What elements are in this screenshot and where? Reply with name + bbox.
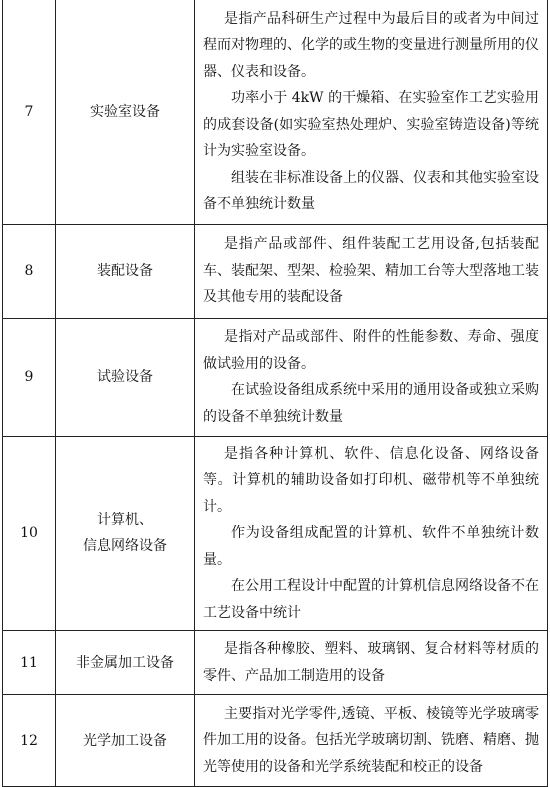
table-row [3, 631, 548, 695]
equipment-table [2, 0, 548, 787]
table-row [3, 436, 548, 631]
row-number: 7 [3, 0, 56, 224]
category-description: 是指产品或部件、组件装配工艺用设备,包括装配车、装配架、型架、检验架、精加工台等大型落地工装及其他专用的装配设备 [195, 224, 548, 318]
row-number: 12 [3, 695, 56, 787]
row-number: 11 [3, 631, 56, 695]
row-number: 8 [3, 224, 56, 318]
row-number: 9 [3, 318, 56, 436]
equipment-category: 光学加工设备 [56, 695, 195, 787]
table-row [3, 695, 548, 787]
table-row [3, 0, 548, 224]
table-row [3, 224, 548, 318]
row-number: 10 [3, 436, 56, 631]
category-description: 是指各种计算机、软件、信息化设备、网络设备等。计算机的辅助设备如打印机、磁带机等不单独统计。 作为设备组成配置的计算机、软件不单独统计数量。 在公用工程设计中配置的计算机信息网络设备不在工艺设备中统计 [195, 436, 548, 631]
equipment-category: 装配设备 [56, 224, 195, 318]
category-description: 是指产品科研生产过程中为最后目的或者为中间过程而对物理的、化学的或生物的变量进行测量所用的仪器、仪表和设备。 功率小于 4kW 的干燥箱、在实验室作工艺实验用的成套设备(如实验室热处理炉、实验室铸造设备)等统计为实验室设备。 组装在非标准设备上的仪器、仪表和其他实验室设备不单独统计数量 [195, 0, 548, 224]
equipment-category: 非金属加工设备 [56, 631, 195, 695]
category-description: 是指各种橡胶、塑料、玻璃钢、复合材料等材质的零件、产品加工制造用的设备 [195, 631, 548, 695]
equipment-category: 实验室设备 [56, 0, 195, 224]
equipment-category: 试验设备 [56, 318, 195, 436]
category-description: 主要指对光学零件,透镜、平板、棱镜等光学玻璃零件加工用的设备。包括光学玻璃切割、铣磨、精磨、抛光等使用的设备和光学系统装配和校正的设备 [195, 695, 548, 787]
category-description: 是指对产品或部件、附件的性能参数、寿命、强度做试验用的设备。 在试验设备组成系统中采用的通用设备或独立采购的设备不单独统计数量 [195, 318, 548, 436]
table-row [3, 318, 548, 436]
equipment-category: 计算机、 信息网络设备 [56, 436, 195, 631]
